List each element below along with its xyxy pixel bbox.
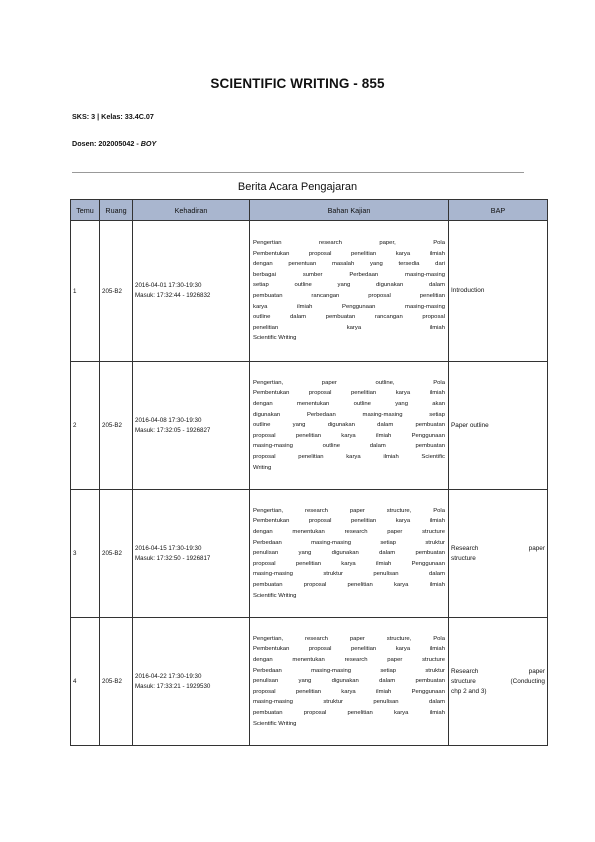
kehadiran-masuk: Masuk: 17:33:21 - 1929530 <box>135 682 211 690</box>
kajian-line: masing-masing struktur penulisan dalam <box>253 699 445 706</box>
kajian-line: Scientific Writing <box>253 720 297 727</box>
divider <box>72 172 524 173</box>
kehadiran-jadwal: 2016-04-22 17:30-19:30 <box>135 672 202 680</box>
cell-temu: 2 <box>71 362 100 490</box>
kajian-line: Pengertian research paper, Pola <box>253 240 445 247</box>
kajian-line: Pengertian, research paper structure, Pola <box>253 635 445 642</box>
cell-bahan-kajian <box>250 362 449 490</box>
kajian-line: outline yang digunakan dalam pembuatan <box>253 422 445 429</box>
kajian-line: Scientific Writing <box>253 335 297 342</box>
table-row <box>71 221 548 362</box>
sks-kelas-line: SKS: 3 | Kelas: 33.4C.07 <box>72 112 154 121</box>
cell-kehadiran <box>133 490 250 618</box>
kajian-line: Pembentukan proposal penelitian karya ilmiah <box>253 646 445 653</box>
bap-line: Introduction <box>451 287 485 294</box>
cell-temu: 1 <box>71 221 100 362</box>
cell-bap <box>449 490 548 618</box>
dosen-code: BOY <box>140 139 157 148</box>
kajian-line: Pembentukan proposal penelitian karya ilmiah <box>253 518 445 525</box>
header-bap: BAP <box>449 200 548 221</box>
kajian-line: penelitian karya ilmiah <box>253 324 445 331</box>
table-header-row <box>71 200 548 221</box>
cell-kehadiran <box>133 362 250 490</box>
kajian-line: Scientific Writing <box>253 592 297 599</box>
kajian-line: penulisan yang digunakan dalam pembuatan <box>253 550 445 557</box>
kajian-line: Writing <box>253 464 272 471</box>
kehadiran-masuk: Masuk: 17:32:44 - 1926832 <box>135 292 211 299</box>
kajian-line: proposal penelitian karya ilmiah Penggunaan <box>253 688 445 695</box>
bap-line: Research paper <box>451 667 545 675</box>
page-title: SCIENTIFIC WRITING - 855 <box>210 76 385 91</box>
cell-bap <box>449 618 548 746</box>
header-bahan-kajian: Bahan Kajian <box>250 200 449 221</box>
kajian-line: berbagai sumber Perbedaan masing-masing <box>253 271 445 278</box>
kajian-line: proposal penelitian karya ilmiah Penggunaan <box>253 432 445 439</box>
kajian-line: digunakan Perbedaan masing-masing setiap <box>253 411 445 418</box>
kajian-line: Pembentukan proposal penelitian karya ilmiah <box>253 250 445 257</box>
cell-kehadiran <box>133 221 250 362</box>
kajian-line: karya ilmiah Penggunaan masing-masing <box>253 303 445 310</box>
header-temu: Temu <box>71 200 100 221</box>
kajian-line: Pengertian, research paper structure, Pola <box>253 507 445 514</box>
bap-line: structure (Conducting <box>451 677 545 685</box>
kehadiran-jadwal: 2016-04-01 17:30-19:30 <box>135 282 202 289</box>
cell-bap <box>449 221 548 362</box>
bap-line: structure <box>451 554 476 562</box>
cell-bahan-kajian <box>250 618 449 746</box>
kajian-line: pembuatan proposal penelitian karya ilmiah <box>253 709 445 716</box>
kajian-line: Perbedaan masing-masing setiap struktur <box>253 667 445 674</box>
header-ruang: Ruang <box>100 200 133 221</box>
kajian-line: dengan penentuan masalah yang tersedia dari <box>253 261 445 268</box>
kajian-line: outline dalam pembuatan rancangan proposal <box>253 314 445 321</box>
cell-ruang: 205-B2 <box>100 490 133 618</box>
table-row <box>71 362 548 490</box>
kajian-line: dengan menentukan research paper structure <box>253 657 445 664</box>
header-kehadiran: Kehadiran <box>133 200 250 221</box>
dosen-line <box>72 139 156 148</box>
kajian-line: proposal penelitian karya ilmiah Penggunaan <box>253 560 445 567</box>
cell-temu: 3 <box>71 490 100 618</box>
bap-line: chp 2 and 3) <box>451 687 487 695</box>
cell-bahan-kajian <box>250 221 449 362</box>
berita-acara-table <box>70 199 548 746</box>
kajian-line: Perbedaan masing-masing setiap struktur <box>253 539 445 546</box>
dosen-label: Dosen: 202005042 - <box>72 139 141 148</box>
kajian-line: dengan menentukan research paper structure <box>253 529 445 536</box>
kehadiran-jadwal: 2016-04-15 17:30-19:30 <box>135 544 202 552</box>
kajian-line: setiap outline yang digunakan dalam <box>253 282 445 289</box>
section-title: Berita Acara Pengajaran <box>237 181 358 193</box>
cell-ruang: 205-B2 <box>100 362 133 490</box>
cell-temu: 4 <box>71 618 100 746</box>
cell-bahan-kajian <box>250 490 449 618</box>
kajian-line: penulisan yang digunakan dalam pembuatan <box>253 678 445 685</box>
kajian-line: masing-masing outline dalam pembuatan <box>253 443 445 450</box>
kehadiran-masuk: Masuk: 17:32:05 - 1926827 <box>135 426 211 434</box>
kajian-line: dengan menentukan outline yang akan <box>253 401 445 408</box>
kajian-line: pembuatan proposal penelitian karya ilmiah <box>253 581 445 588</box>
kajian-line: Pembentukan proposal penelitian karya ilmiah <box>253 390 445 397</box>
kajian-line: Pengertian, paper outline, Pola <box>253 379 445 386</box>
kajian-line: pembuatan rancangan proposal penelitian <box>253 293 445 299</box>
kajian-line: masing-masing struktur penulisan dalam <box>253 571 445 578</box>
kehadiran-masuk: Masuk: 17:32:50 - 1926817 <box>135 554 211 562</box>
cell-bap <box>449 362 548 490</box>
table-row <box>71 618 548 746</box>
cell-kehadiran <box>133 618 250 746</box>
bap-line: Paper outline <box>451 421 489 429</box>
cell-ruang: 205-B2 <box>100 618 133 746</box>
bap-line: Research paper <box>451 544 545 552</box>
table-row <box>71 490 548 618</box>
kajian-line: proposal penelitian karya ilmiah Scientific <box>253 453 445 460</box>
cell-ruang: 205-B2 <box>100 221 133 362</box>
kehadiran-jadwal: 2016-04-08 17:30-19:30 <box>135 416 202 424</box>
